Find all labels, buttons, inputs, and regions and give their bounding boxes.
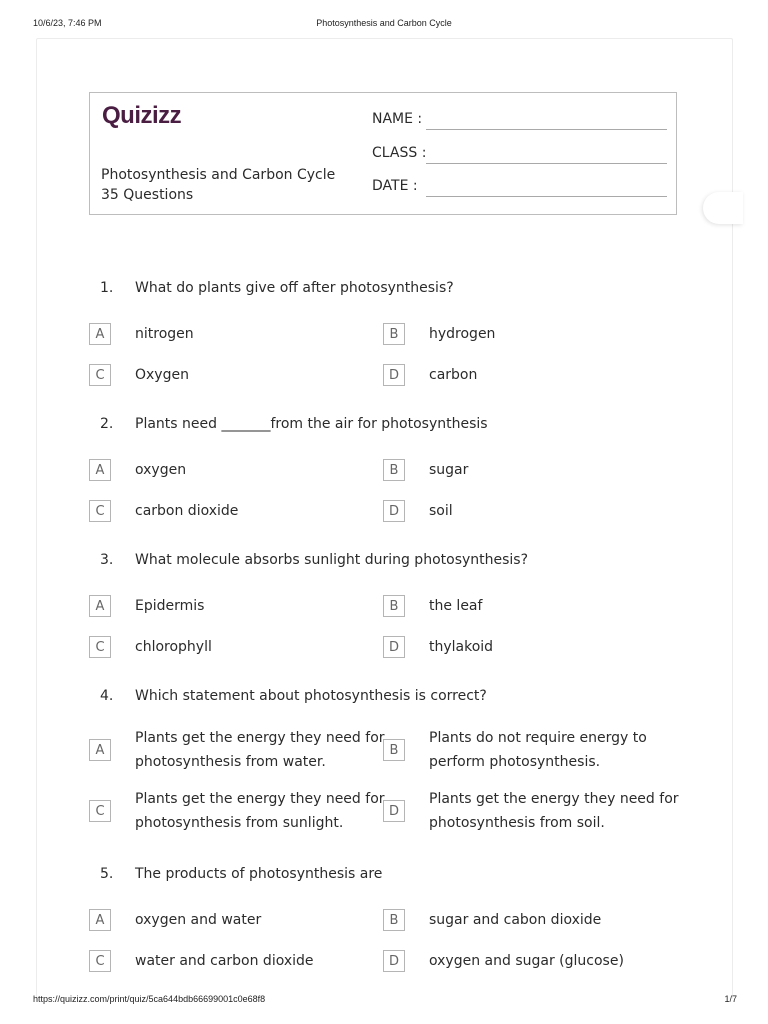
class-field [372,145,668,167]
option-text-line: sugar [429,462,469,478]
option-letter-box[interactable]: A [89,323,111,345]
option-letter-box[interactable]: C [89,636,111,658]
option-letter-box[interactable]: B [383,909,405,931]
name-field [372,111,668,133]
option-letter-box[interactable]: C [89,800,111,822]
option-letter-box[interactable]: B [383,459,405,481]
page-number: 1/7 [724,994,737,1004]
option-text-line: oxygen and water [135,912,262,928]
quizizz-logo: Quizizz [102,102,182,129]
option-text [135,635,212,659]
option-text [135,949,314,973]
option-text [135,458,186,482]
option-text-line: water and carbon dioxide [135,953,314,969]
side-tab[interactable] [703,192,743,224]
option-text [135,499,238,523]
option-text [429,322,495,346]
option-text-line: carbon dioxide [135,503,239,519]
option-text [429,726,647,774]
question-number: 5. [100,866,114,882]
option-text-line: perform photosynthesis. [429,754,601,770]
option-text-line: soil [429,503,453,519]
option-letter-box[interactable]: D [383,364,405,386]
print-header [0,18,768,34]
option-text [135,322,194,346]
option-letter-box[interactable]: B [383,323,405,345]
option-letter-box[interactable]: C [89,950,111,972]
option-text-line: photosynthesis from sunlight. [135,815,344,831]
question-text: What do plants give off after photosynthesis? [135,280,454,296]
option-text-line: oxygen [135,462,187,478]
option-letter-box[interactable]: D [383,800,405,822]
option-letter-box[interactable]: C [89,364,111,386]
option-text-line: oxygen and sugar (glucose) [429,953,624,969]
option-text-line: photosynthesis from soil. [429,815,605,831]
option-letter-box[interactable]: A [89,739,111,761]
option-text-line: Plants get the energy they need for [135,730,385,746]
question-text: The products of photosynthesis are [135,866,383,882]
option-text-line: nitrogen [135,326,194,342]
option-text-line: Epidermis [135,598,205,614]
option-text [429,949,624,973]
option-letter-box[interactable]: D [383,636,405,658]
option-text [135,908,261,932]
option-text [135,726,385,774]
question-number: 1. [100,280,114,296]
class-line [426,163,667,164]
name-label: NAME : [372,111,423,127]
option-text [429,908,601,932]
option-letter-box[interactable]: A [89,459,111,481]
option-text-line: chlorophyll [135,639,212,655]
option-text [135,363,189,387]
option-letter-box[interactable]: B [383,595,405,617]
option-letter-box[interactable]: C [89,500,111,522]
question-number: 4. [100,688,114,704]
option-text [429,363,477,387]
class-label: CLASS : [372,145,427,161]
option-text [429,499,453,523]
option-text-line: carbon [429,367,478,383]
date-label: DATE : [372,178,418,194]
option-letter-box[interactable]: B [383,739,405,761]
question-text: What molecule absorbs sunlight during photosynthesis? [135,552,529,568]
option-letter-box[interactable]: A [89,595,111,617]
option-text-line: photosynthesis from water. [135,754,326,770]
option-text [429,787,679,835]
option-text-line: hydrogen [429,326,496,342]
option-letter-box[interactable]: D [383,500,405,522]
option-text-line: Plants get the energy they need for [135,791,385,807]
option-text [135,594,204,618]
option-letter-box[interactable]: A [89,909,111,931]
print-datetime: 10/6/23, 7:46 PM [33,18,102,28]
print-doc-title: Photosynthesis and Carbon Cycle [316,18,452,28]
date-field [372,178,668,200]
option-text-line: Plants get the energy they need for [429,791,679,807]
option-text [429,635,493,659]
print-footer [0,994,768,1010]
option-text-line: Plants do not require energy to [429,730,647,746]
option-letter-box[interactable]: D [383,950,405,972]
question-text: Plants need _______from the air for photosynthesis [135,416,488,432]
name-line [426,129,667,130]
question-text: Which statement about photosynthesis is correct? [135,688,487,704]
option-text-line: Oxygen [135,367,189,383]
option-text [429,458,468,482]
print-url: https://quizizz.com/print/quiz/5ca644bdb66699001c0e68f8 [33,994,266,1004]
question-count: 35 Questions [101,187,194,203]
option-text-line: the leaf [429,598,483,614]
option-text [135,787,385,835]
date-line [426,196,667,197]
option-text-line: thylakoid [429,639,494,655]
question-number: 2. [100,416,114,432]
question-number: 3. [100,552,114,568]
option-text-line: sugar and cabon dioxide [429,912,602,928]
option-text [429,594,482,618]
quiz-title: Photosynthesis and Carbon Cycle [101,167,336,183]
